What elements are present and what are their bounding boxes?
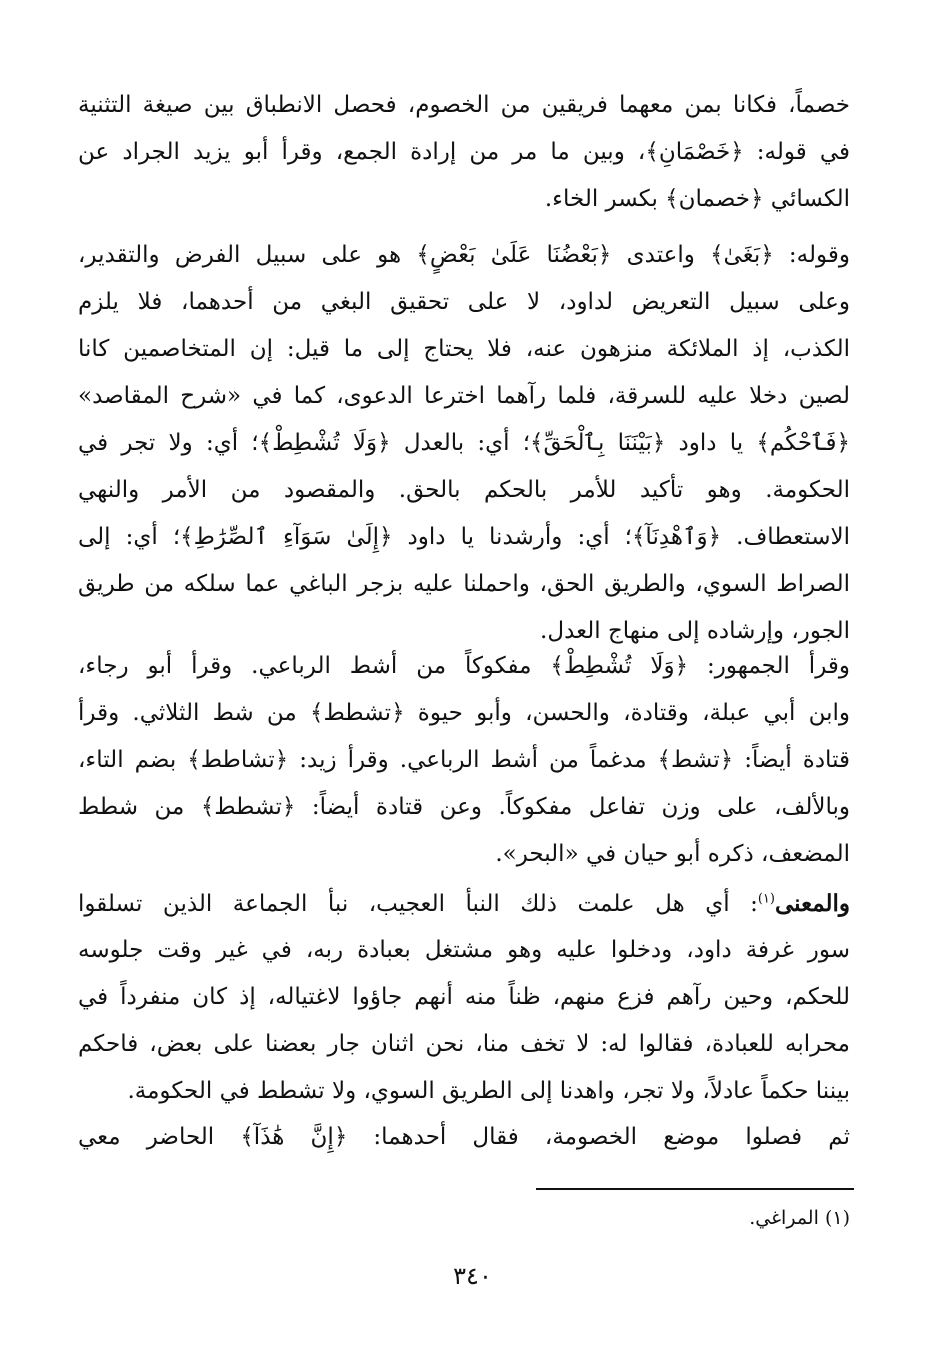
text-line: قتادة أيضاً: ﴿تشط﴾ مدغماً من أشط الرباعي. وقرأ زيد: ﴿تشاطط﴾ بضم التاء، xyxy=(78,747,850,773)
text-line: للحكم، وحين رآهم فزع منهم، ظناً منه أنهم جاؤوا لاغتياله، إذ كان منفرداً في xyxy=(78,984,850,1010)
text-line: لصين دخلا عليه للسرقة، فلما رآهما اخترعا الدعوى، كما في «شرح المقاصد» xyxy=(78,383,850,409)
paragraph-4 xyxy=(78,880,850,1115)
footnote-reference: (١) xyxy=(757,891,775,907)
text-line: في قوله: ﴿خَصْمَانِ﴾، وبين ما مر من إرادة الجمع، وقرأ أبو يزيد الجراد عن xyxy=(78,139,850,165)
text-line: الاستعطاف. ﴿وَٱهْدِنَآ﴾؛ أي: وأرشدنا يا داود ﴿إِلَىٰ سَوَآءِ ٱلصِّرَٰطِ﴾؛ أي: إلى xyxy=(78,524,850,550)
footnote-marker: (١) xyxy=(824,1207,850,1229)
page-number: ٣٤٠ xyxy=(453,1262,492,1290)
text-line: الجور، وإرشاده إلى منهاج العدل. xyxy=(540,618,850,644)
paragraph-3 xyxy=(78,643,850,878)
text-line: الكذب، إذ الملائكة منزهون عنه، فلا يحتاج إلى ما قيل: إن المتخاصمين كانا xyxy=(78,336,850,362)
text-line: سور غرفة داود، ودخلوا عليه وهو مشتغل بعبادة ربه، في غير وقت جلوسه xyxy=(78,937,850,963)
text-line: ثم فصلوا موضع الخصومة، فقال أحدهما: ﴿إِنَّ هَٰذَآ﴾ الحاضر معي xyxy=(78,1124,850,1150)
text-line: وقوله: ﴿بَغَىٰ﴾ واعتدى ﴿بَعْضُنَا عَلَىٰ بَعْضٍ﴾ هو على سبيل الفرض والتقدير، xyxy=(78,242,850,268)
text-line: خصماً، فكانا بمن معهما فريقين من الخصوم، فحصل الانطباق بين صيغة التثنية xyxy=(78,92,850,118)
text-line: محرابه للعبادة، فقالوا له: لا تخف منا، نحن اثنان جار بعضنا على بعض، فاحكم xyxy=(78,1031,850,1057)
text-line: الكسائي ﴿خصمان﴾ بكسر الخاء. xyxy=(544,186,850,212)
paragraph-5 xyxy=(78,1114,850,1161)
lead-line-rest: : أي هل علمت ذلك النبأ العجيب، نبأ الجماعة الذين تسلقوا xyxy=(78,891,758,917)
text-line: بيننا حكماً عادلاً، ولا تجر، واهدنا إلى الطريق السوي، ولا تشطط في الحكومة. xyxy=(127,1078,850,1104)
paragraph-2 xyxy=(78,232,850,655)
text-line: الصراط السوي، والطريق الحق، واحملنا عليه بزجر الباغي عما سلكه من طريق xyxy=(78,571,850,597)
paragraph-1 xyxy=(78,82,850,223)
footnote-text: المراغي. xyxy=(749,1207,819,1229)
text-line: المضعف، ذكره أبو حيان في «البحر». xyxy=(495,841,850,867)
text-line: ﴿فَٱحْكُم﴾ يا داود ﴿بَيْنَنَا بِٱلْحَقِّ﴾؛ أي: بالعدل ﴿وَلَا تُشْطِطْ﴾؛ أي: ولا تجر في xyxy=(78,430,850,456)
footnote-divider xyxy=(536,1188,854,1190)
lead-word: والمعنى xyxy=(774,890,850,917)
text-line: وابن أبي عبلة، وقتادة، والحسن، وأبو حيوة ﴿تشطط﴾ من شط الثلاثي. وقرأ xyxy=(78,700,850,726)
text-line: وعلى سبيل التعريض لداود، لا على تحقيق البغي من أحدهما، فلا يلزم xyxy=(78,289,850,315)
text-line: وبالألف، على وزن تفاعل مفكوكاً. وعن قتادة أيضاً: ﴿تشطط﴾ من شطط xyxy=(78,794,850,820)
text-line: وقرأ الجمهور: ﴿وَلَا تُشْطِطْ﴾ مفكوكاً من أشط الرباعي. وقرأ أبو رجاء، xyxy=(78,653,850,679)
text-line-with-lead xyxy=(78,880,850,927)
footnote xyxy=(749,1204,850,1232)
text-line: الحكومة. وهو تأكيد للأمر بالحكم بالحق. والمقصود من الأمر والنهي xyxy=(78,477,850,503)
